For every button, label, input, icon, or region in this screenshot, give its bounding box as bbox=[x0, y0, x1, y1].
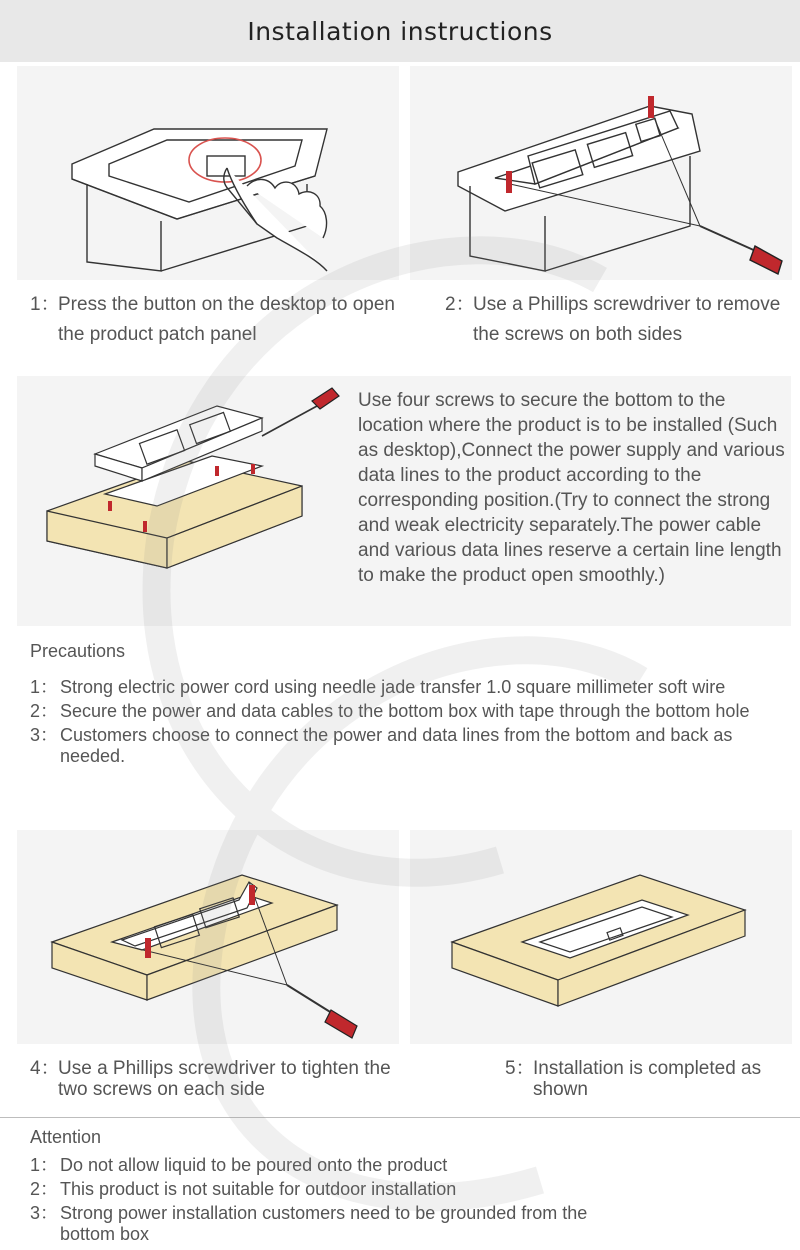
step-text: Press the button on the desktop to open the product patch panel bbox=[58, 294, 395, 345]
step-2 bbox=[445, 290, 795, 350]
list-item bbox=[30, 701, 780, 722]
list-item bbox=[30, 1179, 630, 1200]
step-text: Installation is completed as shown bbox=[533, 1058, 762, 1100]
step-5 bbox=[505, 1058, 785, 1100]
step-number: 1： bbox=[30, 294, 60, 315]
step-1 bbox=[30, 290, 400, 350]
list-number: 1： bbox=[30, 1155, 59, 1175]
attention-list bbox=[30, 1155, 630, 1245]
list-text: Secure the power and data cables to the bottom box with tape through the bottom hole bbox=[60, 701, 750, 721]
list-number: 3： bbox=[30, 1203, 59, 1223]
step-3-text: Use four screws to secure the bottom to the location where the product is to be installed (Such as desktop),Connect the power supply and various data lines to the product according to the corresponding position.(Try to connect the strong and weak electricity separately.The power cable and various data lines reserve a certain line length to make the product open smoothly.) bbox=[358, 390, 785, 586]
list-item bbox=[30, 1155, 630, 1176]
step-text: Use a Phillips screwdriver to tighten the two screws on each side bbox=[58, 1058, 391, 1100]
list-number: 2： bbox=[30, 701, 59, 721]
illustration-tighten-screws bbox=[17, 830, 399, 1044]
list-text: This product is not suitable for outdoor installation bbox=[60, 1179, 457, 1199]
divider bbox=[0, 1117, 800, 1118]
list-item bbox=[30, 677, 780, 698]
attention-title: Attention bbox=[30, 1127, 102, 1147]
list-number: 1： bbox=[30, 677, 59, 697]
precautions-title: Precautions bbox=[30, 641, 126, 661]
list-number: 2： bbox=[30, 1179, 59, 1199]
list-number: 3： bbox=[30, 725, 59, 745]
page-title: Installation instructions bbox=[0, 0, 800, 62]
step-number: 4： bbox=[30, 1058, 60, 1079]
list-text: Customers choose to connect the power and data lines from the bottom and back as needed. bbox=[60, 725, 733, 766]
step-number: 5： bbox=[505, 1058, 535, 1079]
illustration-press-button bbox=[17, 66, 399, 280]
step-number: 2： bbox=[445, 294, 475, 315]
list-text: Strong electric power cord using needle jade transfer 1.0 square millimeter soft wire bbox=[60, 677, 726, 697]
list-text: Do not allow liquid to be poured onto the product bbox=[60, 1155, 448, 1175]
list-item bbox=[30, 725, 780, 767]
step-text: Use a Phillips screwdriver to remove the screws on both sides bbox=[473, 294, 781, 345]
list-item bbox=[30, 1203, 630, 1245]
illustration-installed bbox=[410, 830, 792, 1044]
precautions-list bbox=[30, 677, 780, 767]
step-4 bbox=[30, 1058, 410, 1100]
list-text: Strong power installation customers need to be grounded from the bottom box bbox=[60, 1203, 588, 1244]
illustration-remove-screws bbox=[410, 66, 792, 280]
